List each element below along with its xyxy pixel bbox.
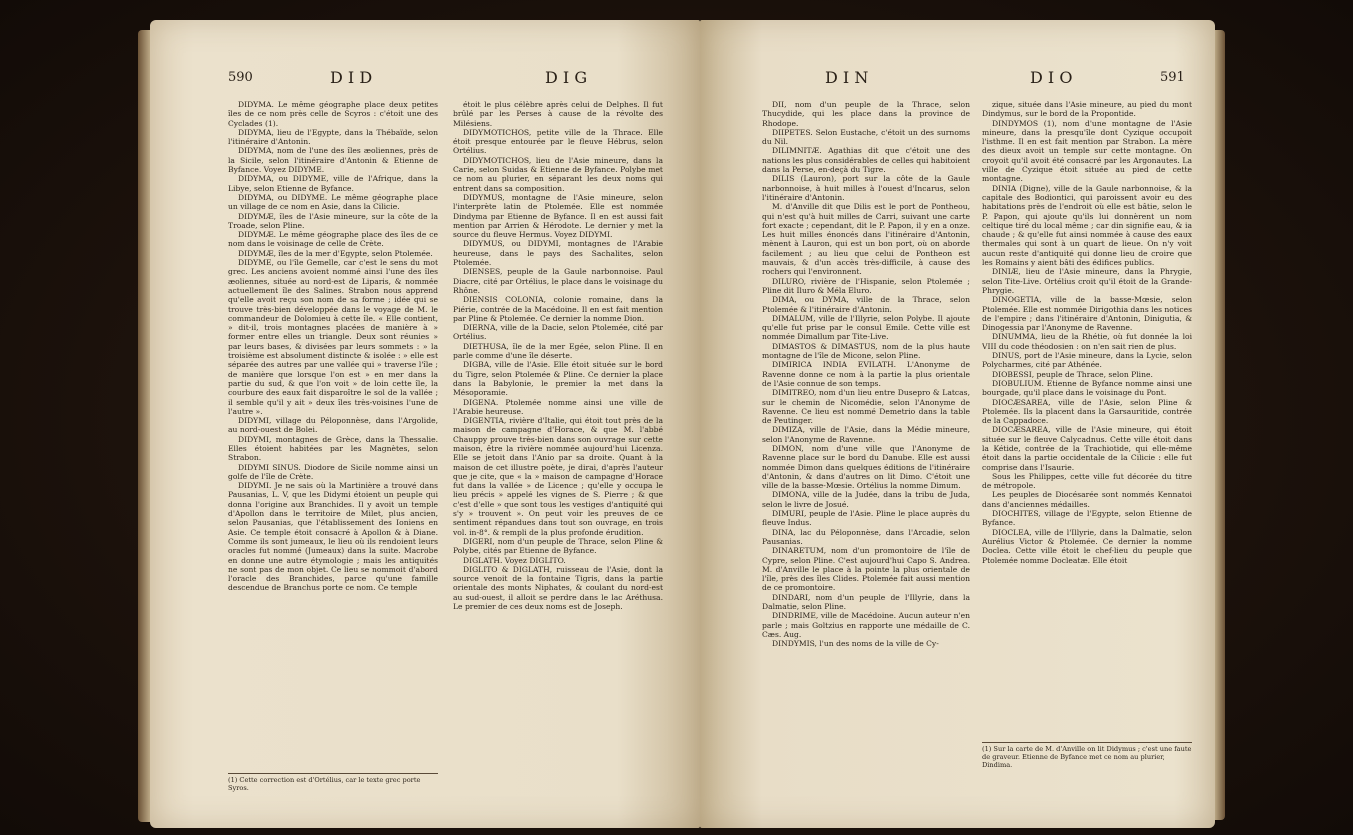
- entry-paragraph: DIMONA, ville de la Judée, dans la tribu de Juda, selon le livre de Josué.: [762, 490, 970, 509]
- entry-paragraph: DIDYMI, village du Péloponnèse, dans l'Argolide, au nord-ouest de Bolei.: [228, 416, 438, 435]
- entry-paragraph: DIMITREO, nom d'un lieu entre Dusepro & Latcas, sur le chemin de Nicomédie, selon l'Anonyme de Ravenne. Ce lieu est nommé Demetrio dans la table de Peutinger.: [762, 388, 970, 426]
- left-header-left: D I D: [330, 68, 373, 87]
- left-column-2: [453, 100, 663, 820]
- entry-paragraph: DIDYMI SINUS. Diodore de Sicile nomme ainsi un golfe de l'île de Crète.: [228, 462, 438, 481]
- entry-paragraph: DIDYMÆ, îles de la mer d'Egypte, selon Ptolemée.: [238, 248, 433, 258]
- entry-paragraph: DIMIZA, ville de l'Asie, dans la Médie mineure, selon l'Anonyme de Ravenne.: [762, 425, 970, 444]
- entry-paragraph: zique, située dans l'Asie mineure, au pied du mont Dindymus, sur le bord de la Propontide.: [982, 100, 1192, 119]
- entry-paragraph: DIERNA, ville de la Dacie, selon Ptolemée, cité par Ortélius.: [453, 323, 663, 342]
- entry-paragraph: DIENSES, peuple de la Gaule narbonnoise. Paul Diacre, cité par Ortélius, le place dans le voisinage du Rhône.: [453, 267, 663, 295]
- entry-paragraph: DIDYMOTICHOS, petite ville de la Thrace. Elle étoit presque entourée par le fleuve Hébrus, selon Ortélius.: [453, 127, 663, 156]
- entry-paragraph: DILIMNITÆ. Agathias dit que c'étoit une des nations les plus considérables de celles qui habitoient dans la Perse, en-deçà du Tigre.: [762, 146, 970, 175]
- entry-paragraph: DIDYMA, nom de l'une des îles æoliennes, près de la Sicile, selon l'itinéraire d'Antonin & Etienne de Byfance. Voyez DIDYME.: [228, 146, 438, 175]
- entry-paragraph: DINA, lac du Péloponnèse, dans l'Arcadie, selon Pausanias.: [762, 527, 970, 546]
- left-page: [150, 20, 700, 828]
- entry-paragraph: Les peuples de Diocésarée sont nommés Kennatoi dans d'anciennes médailles.: [982, 490, 1192, 509]
- left-header-right: D I G: [545, 68, 588, 87]
- entry-paragraph: DINUMMA, lieu de la Rhétie, où fut donnée la loi VIII du code théodosien : on n'en sait rien de plus.: [982, 332, 1192, 351]
- entry-paragraph: DIIPETES. Selon Eustache, c'étoit un des surnoms du Nil.: [762, 127, 970, 147]
- entry-paragraph: DILURO, rivière de l'Hispanie, selon Ptolemée ; Pline dit Iluro & Méla Eluro.: [762, 276, 970, 295]
- entry-paragraph: DIGERI, nom d'un peuple de Thrace, selon Pline & Polybe, cités par Etienne de Byfance.: [453, 536, 663, 556]
- entry-paragraph: DIDYMA, ou DIDYME, ville de l'Afrique, dans la Libye, selon Etienne de Byfance.: [228, 174, 438, 193]
- entry-paragraph: DIOBESSI, peuple de Thrace, selon Pline.: [992, 369, 1153, 379]
- entry-paragraph: DINIA (Digne), ville de la Gaule narbonnoise, & la capitale des Bodiontici, qui paroissent avoir eu des habitations près de l'endroit où elle est bâtie, selon le P. Papon, qui ajoute qu'ils lui donnèrent un nom celtique tiré du local même ; car din signifie eau, & ia chaude ; & qu'elle fut ainsi nommée à cause des eaux thermales qui sont à un quart de lieue. On n'y voit aucun reste d'antiquité qui donne lieu de croire que les Romains y aient bâti des édifices publics.: [982, 183, 1192, 268]
- entry-paragraph: DIDYMA, ou DIDYME. Le même géographe place un village de ce nom en Asie, dans la Cilicie.: [228, 192, 438, 212]
- entry-paragraph: DINARETUM, nom d'un promontoire de l'île de Cypre, selon Pline. C'est aujourd'hui Capo S. Andrea. M. d'Anville le place à la pointe la plus orientale de l'île, près des îles Clides. Ptolemée fait aussi mention de ce promontoire.: [762, 546, 970, 593]
- entry-paragraph: DIDYMÆ, îles de l'Asie mineure, sur la côte de la Troade, selon Pline.: [228, 211, 438, 230]
- entry-paragraph: DILIS (Lauron), port sur la côte de la Gaule narbonnoise, à huit milles à l'ouest d'Incarus, selon l'itinéraire d'Antonin.: [762, 174, 970, 202]
- entry-paragraph: DINDYMIS, l'un des noms de la ville de Cy-: [772, 639, 939, 649]
- entry-paragraph: DINDYMOS (1), nom d'une montagne de l'Asie mineure, dans la presqu'île dont Cyzique occupoit l'isthme. Il en est fait mention par Strabon. La mère des dieux avoit un temple sur cette montagne. On croyoit qu'il avoit été consacré par les Argonautes. La ville de Cyzique étoit située au pied de cette montagne.: [982, 118, 1192, 184]
- right-page: [700, 20, 1215, 828]
- entry-paragraph: Sous les Philippes, cette ville fut décorée du titre de métropole.: [982, 471, 1192, 491]
- entry-paragraph: DIOCHITES, village de l'Egypte, selon Etienne de Byfance.: [982, 509, 1192, 528]
- left-page-number: 590: [228, 70, 253, 85]
- entry-paragraph: DIMURI, peuple de l'Asie. Pline le place auprès du fleuve Indus.: [762, 509, 970, 528]
- entry-paragraph: DIMIRICA INDIA EVILATH. L'Anonyme de Ravenne donne ce nom à la partie la plus orientale de l'Asie connue de son temps.: [762, 360, 970, 388]
- entry-paragraph: DIOCÆSAREA, ville de l'Asie mineure, qui étoit située sur le fleuve Calycadnus. Cette ville étoit dans la Kétide, contrée de la Trachiotide, qui elle-même étoit dans la partie occidentale de la Cilicie : elle fut comprise dans l'Isaurie.: [982, 425, 1192, 472]
- entry-paragraph: DINIÆ, lieu de l'Asie mineure, dans la Phrygie, selon Tite-Live. Ortélius croit qu'il étoit de la Grande-Phrygie.: [982, 267, 1192, 295]
- entry-paragraph: DIDYMA. Le même géographe place deux petites îles de ce nom près celle de Scyros : c'étoit une des Cyclades (1).: [228, 100, 438, 128]
- entry-paragraph: DIGENTIA, rivière d'Italie, qui étoit tout près de la maison de campagne d'Horace, & que M. l'abbé Chauppy prouve très-bien dans son ouvrage sur cette maison, être la rivière nommée aujourd'hui Licenza. Elle se jetoit dans l'Anio par sa droite. Quant à la maison de cet illustre poète, je dirai, d'après l'auteur que je cite, que « la » maison de campagne d'Horace fut dans la vallée » de Licence ; qu'elle y occupa le lieu précis » appelé les vignes de S. Pierre ; & que c'est d'elle » que sont tous les vestiges d'antiquité qui s'y » trouvent ». On peut voir les preuves de ce sentiment répandues dans tout son ouvrage, en trois vol. in-8°. & rempli de la plus profonde érudition.: [453, 416, 663, 537]
- entry-paragraph: DIOCLEA, ville de l'Illyrie, dans la Dalmatie, selon Aurélius Victor & Ptolemée. Ce dernier la nomme Doclea. Cette ville étoit le chef-lieu du peuple que Ptolemée nomme Docleatæ. Elle étoit: [982, 527, 1192, 565]
- entry-paragraph: DINDRIME, ville de Macédoine. Aucun auteur n'en parle ; mais Goltzius en rapporte une médaille de C. Cæs. Aug.: [762, 611, 970, 639]
- entry-paragraph: DIMA, ou DYMA, ville de la Thrace, selon Ptolemée & l'itinéraire d'Antonin.: [762, 295, 970, 314]
- right-header-right: D I O: [1030, 68, 1073, 87]
- right-column-2: [982, 100, 1192, 740]
- right-header-left: D I N: [825, 68, 869, 87]
- entry-paragraph: DINUS, port de l'Asie mineure, dans la Lycie, selon Polycharmes, cité par Athénée.: [982, 351, 1192, 370]
- entry-paragraph: DIGBA, ville de l'Asie. Elle étoit située sur le bord du Tigre, selon Ptolemée & Pline. Ce dernier la place dans la Babylonie, le premier la met dans la Mésoporamie.: [453, 360, 663, 398]
- entry-paragraph: DIENSIS COLONIA, colonie romaine, dans la Piérie, contrée de la Macédoine. Il en est fait mention par Pline & Ptolemée. Ce dernier la nomme Dion.: [453, 295, 663, 323]
- entry-paragraph: DIOBULIUM. Etienne de Byfance nomme ainsi une bourgade, qu'il place dans le voisinage du Pont.: [982, 378, 1192, 398]
- entry-paragraph: DIDYMUS, montagne de l'Asie mineure, selon l'interprète latin de Ptolemée. Elle est nommée Dindyma par Etienne de Byfance. Il en est aussi fait mention par Arrien & Hérodote. Le dernier y met la source du fleuve Hermus. Voyez DIDYMI.: [453, 192, 663, 240]
- entry-paragraph: DIDYMI. Je ne sais où la Martinière a trouvé dans Pausanias, L. V, que les Didymi étoient un peuple qui donna l'origine aux Branchides. Il y avoit un temple d'Apollon dans le territoire de Milet, plus ancien, selon Pausanias, que l'établissement des Ioniens en Asie. Ce temple étoit consacré à Apollon & à Diane. Comme ils sont jumeaux, le lieu où ils rendoient leurs oracles fut nommé (Jumeaux) dans la suite. Macrobe en donne une autre étymologie ; mais les antiquités ne sont pas de mon objet. Ce lieu se nommoit d'abord l'oracle des Branchides, parce qu'une famille descendue de Branchus porte ce nom. Ce temple: [228, 481, 438, 593]
- entry-paragraph: étoit le plus célèbre après celui de Delphes. Il fut brûlé par les Perses à cause de la révolte des Milésiens.: [453, 100, 663, 128]
- entry-paragraph: M. d'Anville dit que Dilis est le port de Pontheou, qui n'est qu'à huit milles de Carri, suivant une carte fort exacte ; cependant, dit le P. Papon, il y en a onze. Les huit milles énoncés dans l'itinéraire d'Antonin, mènent à Lauron, qui est un bon port, où on aborde facilement ; au lieu que celui de Pontheon est mauvais, & d'un accès très-difficile, à cause des rochers qui l'environnent.: [762, 202, 970, 277]
- entry-paragraph: DIGLITO & DIGLATH, ruisseau de l'Asie, dont la source venoit de la fontaine Tigris, dans la partie orientale des monts Niphates, & coulant du nord-est au sud-ouest, il alloit se perdre dans le lac Aréthusa. Le premier de ces deux noms est de Joseph.: [453, 564, 663, 612]
- entry-paragraph: DIDYMUS, ou DIDYMI, montagnes de l'Arabie heureuse, dans le pays des Sachalites, selon Ptolemée.: [453, 239, 663, 268]
- entry-paragraph: DINOGETIA, ville de la basse-Mœsie, selon Ptolemée. Elle est nommée Dirigothia dans les notices de l'empire ; dans l'itinéraire d'Antonin, Dinigutia, & Dinogessia par l'Anonyme de Ravenne.: [982, 295, 1192, 333]
- right-page-number: 591: [1160, 70, 1185, 85]
- entry-paragraph: DIETHUSA, île de la mer Egée, selon Pline. Il en parle comme d'une île déserte.: [453, 341, 663, 361]
- entry-paragraph: DIGENA. Ptolemée nomme ainsi une ville de l'Arabie heureuse.: [453, 397, 663, 416]
- entry-paragraph: DIDYMI, montagnes de Grèce, dans la Thessalie. Elles étoient habitées par les Magnètes, selon Strabon.: [228, 434, 438, 463]
- entry-paragraph: DIMASTOS & DIMASTUS, nom de la plus haute montagne de l'île de Micone, selon Pline.: [762, 341, 970, 361]
- entry-paragraph: DIMON, nom d'une ville que l'Anonyme de Ravenne place sur le bord du Danube. Elle est aussi nommée Dimon dans quelques éditions de l'itinéraire d'Antonin, & dans d'autres on lit Dimo. C'étoit une ville de la basse-Mœsie. Ortélius la nomme Dimum.: [762, 443, 970, 491]
- entry-paragraph: DII, nom d'un peuple de la Thrace, selon Thucydide, qui les place dans la province de Rhodope.: [762, 100, 970, 128]
- left-column-1: [228, 100, 438, 765]
- entry-paragraph: DIDYMÆ. Le même géographe place des îles de ce nom dans le voisinage de celle de Crète.: [228, 230, 438, 249]
- entry-paragraph: DIGLATH. Voyez DIGLITO.: [463, 555, 566, 565]
- entry-paragraph: DIMALUM, ville de l'Illyrie, selon Polybe. Il ajoute qu'elle fut prise par le consul Emile. Cette ville est nommée Dimallum par Tite-Live.: [762, 313, 970, 342]
- left-footnote: (1) Cette correction est d'Ortélius, car le texte grec porte Syros.: [228, 773, 438, 792]
- right-footnote: (1) Sur la carte de M. d'Anville on lit Didymus ; c'est une faute de graveur. Etienne de Byfance met ce nom au plurier, Dindima.: [982, 742, 1192, 769]
- entry-paragraph: DIOCÆSAREA, ville de l'Asie, selon Pline & Ptolemée. Ils la placent dans la Garsauritide, contrée de la Cappadoce.: [982, 397, 1192, 426]
- entry-paragraph: DIDYME, ou l'île Gemelle, car c'est le sens du mot grec. Les anciens avoient nommé ainsi l'une des îles æoliennes, située au nord-est de Liparis, & nommée actuellement île des Salines. Strabon nous apprend qu'elle avoit reçu son nom de sa forme ; idée qui se trouve très-bien développée dans le voyage de M. le commandeur de Dolomieu à cette île. « Elle contient, » dit-il, trois montagnes placées de manière à » former entre elles un triangle. Deux sont réunies » par leurs bases, & divisées par leurs sommets : » la troisième est absolument distincte & isolée : » elle est séparée des autres par une vallée qui » traverse l'île ; de manière que lorsque l'on est » en mer dans la partie du sud, & que l'on voit » de loin cette île, la courbure des eaux fait disparoître le sol de la vallée ; il semble qu'il y ait » deux îles très-voisines l'une de l'autre ».: [228, 258, 438, 416]
- entry-paragraph: DIDYMA, lieu de l'Egypte, dans la Thébaïde, selon l'itinéraire d'Antonin.: [228, 127, 438, 147]
- right-column-1: [762, 100, 970, 828]
- entry-paragraph: DINDARI, nom d'un peuple de l'Illyrie, dans la Dalmatie, selon Pline.: [762, 592, 970, 612]
- entry-paragraph: DIDYMOTICHOS, lieu de l'Asie mineure, dans la Carie, selon Suidas & Etienne de Byfance. Polybe met ce nom au plurier, en séparant les deux noms qui entrent dans sa composition.: [453, 155, 663, 193]
